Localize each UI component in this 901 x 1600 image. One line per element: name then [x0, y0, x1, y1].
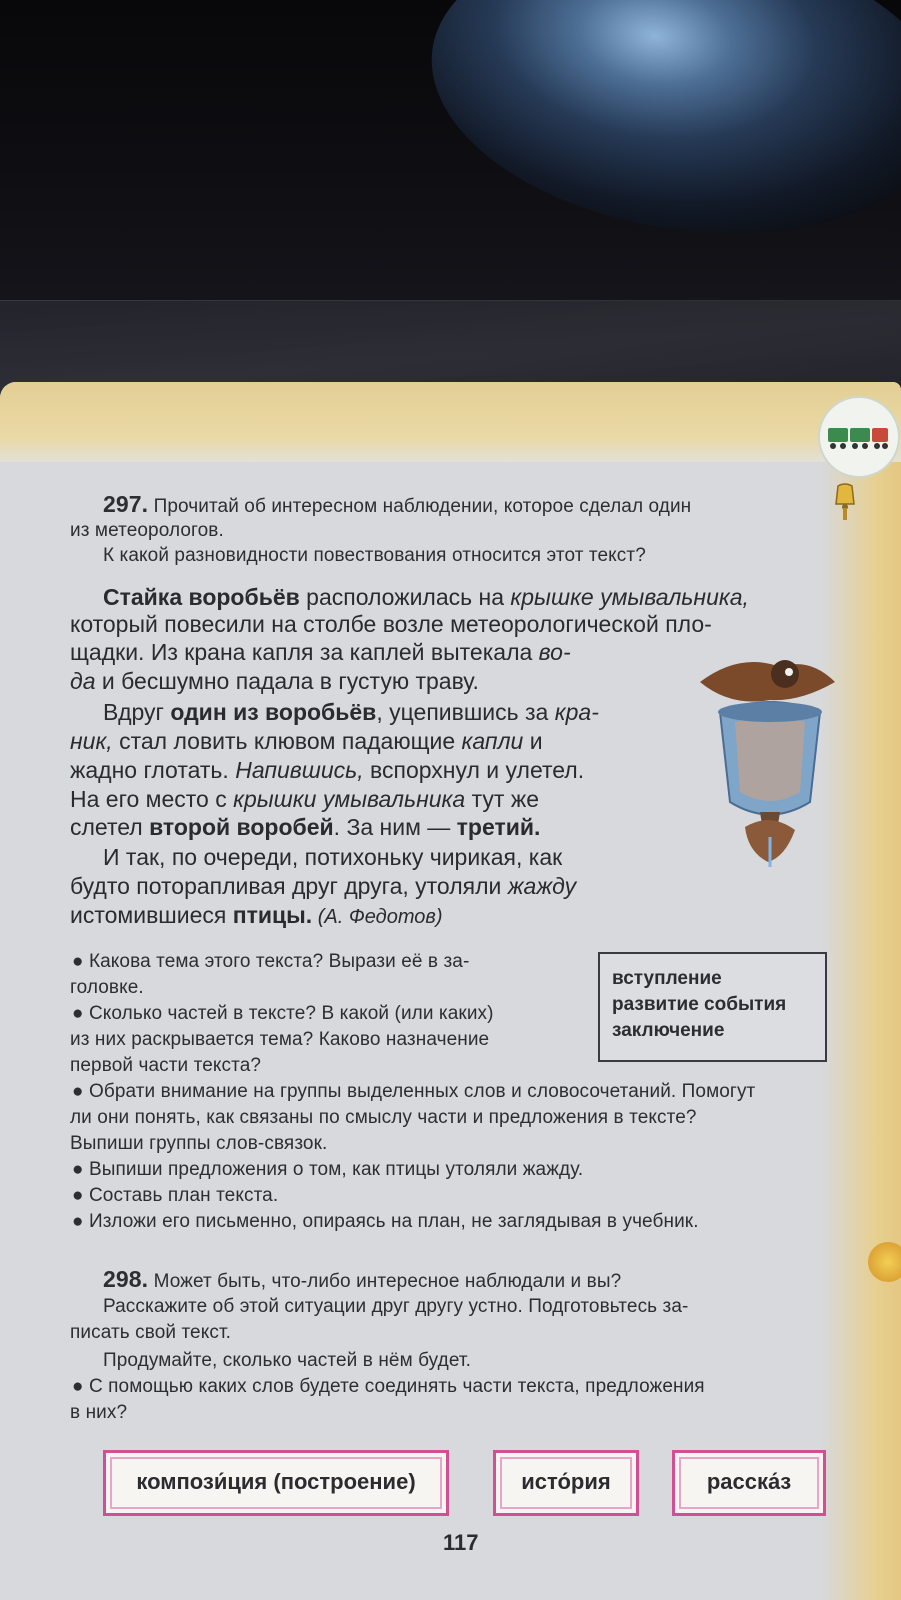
- part-conclusion: заключение: [612, 1020, 725, 1041]
- sparrow-washstand-illustration: [690, 652, 850, 872]
- story-line: истомившиеся птицы. (А. Федотов): [70, 902, 443, 928]
- question-3: ● Обрати внимание на группы выделенных слов и словосочетаний. Помогут: [72, 1081, 756, 1102]
- story-line: жадно глотать. Напившись, вспорхнул и улетел.: [70, 757, 585, 783]
- exercise-298-line6: в них?: [70, 1402, 128, 1423]
- part-development: развитие события: [612, 994, 787, 1015]
- question-3-cont: ли они понять, как связаны по смыслу части и предложения в тексте?: [70, 1107, 697, 1128]
- page-number: 117: [443, 1530, 479, 1555]
- vocab-word: компози́ция (построение): [136, 1469, 416, 1494]
- vocab-box-story: [672, 1450, 826, 1516]
- exercise-298-line2: Расскажите об этой ситуации друг другу устно. Подготовьтесь за-: [103, 1296, 689, 1317]
- question-2: ● Сколько частей в тексте? В какой (или каких): [72, 1003, 494, 1024]
- question-1: ● Какова тема этого текста? Вырази её в за-: [72, 951, 470, 972]
- exercise-298-line3: писать свой текст.: [70, 1322, 232, 1343]
- story-line: ник, стал ловить клювом падающие капли и: [70, 728, 543, 754]
- story-line: будто поторапливая друг друга, утоляли жажду: [70, 873, 577, 899]
- question-2-cont: из них раскрывается тема? Каково назначение: [70, 1029, 490, 1050]
- page-header-band: [0, 382, 901, 462]
- question-1-cont: головке.: [70, 977, 144, 998]
- story-line: Стайка воробьёв расположилась на крышке умывальника,: [103, 584, 749, 610]
- vocab-box-history: [493, 1450, 639, 1516]
- part-intro: вступление: [612, 968, 722, 989]
- question-4: ● Выпиши предложения о том, как птицы утоляли жажду.: [72, 1159, 584, 1180]
- story-line: Вдруг один из воробьёв, уцепившись за кра-: [103, 699, 599, 725]
- textbook-page: [0, 382, 901, 1600]
- story-line: слетел второй воробей. За ним — третий.: [70, 814, 541, 840]
- question-3-cont: Выпиши группы слов-связок.: [70, 1133, 328, 1154]
- question-2-cont: первой части текста?: [70, 1055, 262, 1076]
- story-line: На его место с крышки умывальника тут же: [70, 786, 540, 812]
- page-margin-band: [821, 462, 901, 1600]
- train-icon: [818, 396, 900, 478]
- exercise-298-line4: Продумайте, сколько частей в нём будет.: [103, 1350, 471, 1371]
- sun-icon: [868, 1242, 901, 1282]
- exercise-297-line3: К какой разновидности повествования относится этот текст?: [103, 545, 646, 566]
- vocab-box-composition: [103, 1450, 449, 1516]
- vocab-word: расска́з: [706, 1469, 792, 1494]
- question-5: ● Составь план текста.: [72, 1185, 279, 1206]
- story-line: да и бесшумно падала в густую траву.: [70, 668, 479, 694]
- exercise-297-line2: из метеорологов.: [70, 520, 224, 541]
- exercise-297-line1: 297. Прочитай об интересном наблюдении, которое сделал один: [103, 491, 692, 517]
- bell-icon: [832, 482, 858, 522]
- story-line: щадки. Из крана капля за каплей вытекала во-: [70, 639, 571, 665]
- exercise-298-line1: 298. Может быть, что-либо интересное наблюдали и вы?: [103, 1266, 622, 1292]
- question-6: ● Изложи его письменно, опираясь на план, не заглядывая в учебник.: [72, 1211, 699, 1232]
- exercise-298-line5: ● С помощью каких слов будете соединять части текста, предложения: [72, 1376, 705, 1397]
- vocab-word: исто́рия: [521, 1469, 611, 1494]
- story-line: который повесили на столбе возле метеорологической пло-: [70, 611, 712, 637]
- text-parts-box: [598, 952, 827, 1062]
- story-line: И так, по очереди, потихоньку чирикая, как: [103, 844, 563, 870]
